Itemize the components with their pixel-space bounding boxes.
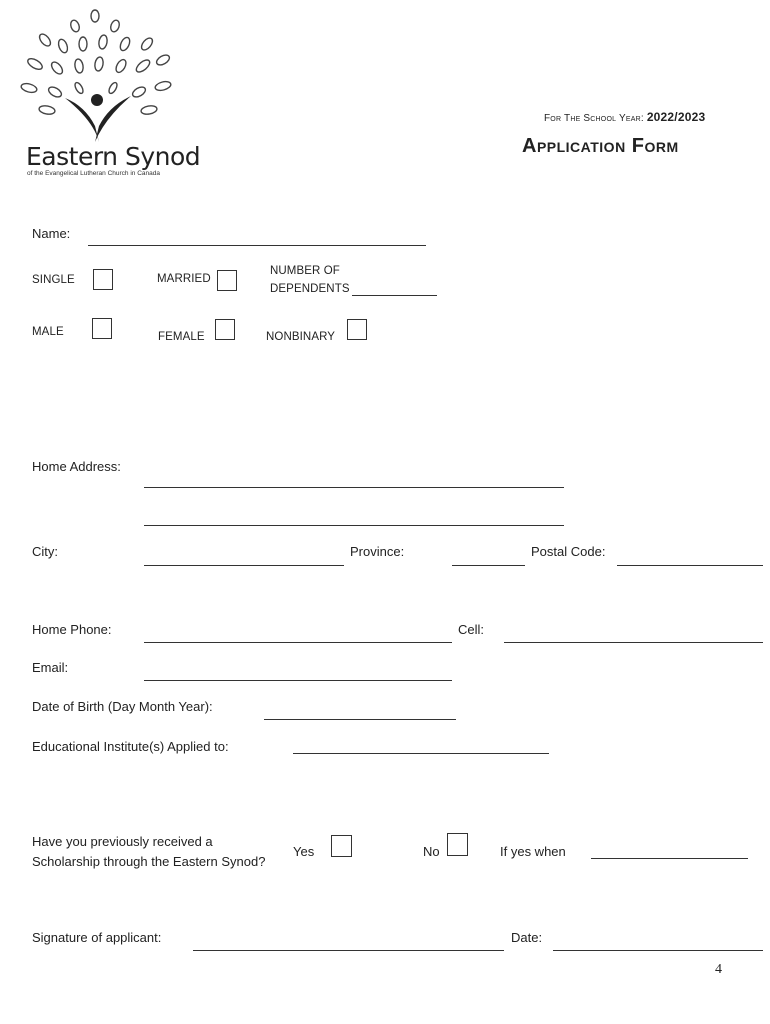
cell-field[interactable]	[504, 642, 763, 643]
signature-field[interactable]	[193, 950, 504, 951]
cell-label: Cell:	[458, 622, 485, 637]
school-year-label: For The School Year:	[544, 113, 644, 124]
scholarship-question-line2: Scholarship through the Eastern Synod?	[32, 854, 266, 869]
dependents-label-line1: NUMBER OF	[270, 265, 340, 277]
home-address-field-1[interactable]	[144, 487, 564, 488]
school-year-value: 2022/2023	[646, 110, 706, 124]
institutes-field[interactable]	[293, 753, 549, 754]
no-checkbox[interactable]	[447, 833, 468, 856]
logo-subtitle: of the Evangelical Lutheran Church in Canada	[27, 170, 160, 177]
yes-label: Yes	[293, 844, 315, 859]
nonbinary-checkbox[interactable]	[347, 319, 367, 340]
scholarship-question-line1: Have you previously received a	[32, 834, 213, 849]
home-phone-label: Home Phone:	[32, 622, 112, 637]
dependents-field[interactable]	[352, 295, 437, 296]
female-checkbox[interactable]	[215, 319, 235, 340]
postal-code-label: Postal Code:	[531, 544, 606, 559]
name-label: Name:	[32, 226, 71, 241]
email-label: Email:	[32, 660, 69, 675]
dob-label: Date of Birth (Day Month Year):	[32, 699, 213, 714]
home-address-label: Home Address:	[32, 459, 121, 474]
if-yes-when-label: If yes when	[500, 844, 566, 859]
province-label: Province:	[350, 544, 405, 559]
home-address-field-2[interactable]	[144, 525, 564, 526]
form-title: Application Form	[522, 135, 679, 157]
nonbinary-label: NONBINARY	[266, 331, 336, 343]
tree-logo-icon	[15, 8, 175, 156]
province-field[interactable]	[452, 565, 525, 566]
male-checkbox[interactable]	[92, 318, 112, 339]
dob-field[interactable]	[264, 719, 456, 720]
married-label: MARRIED	[157, 273, 211, 285]
single-checkbox[interactable]	[93, 269, 113, 290]
married-checkbox[interactable]	[217, 270, 237, 291]
dependents-label-line2: DEPENDENTS	[270, 283, 350, 295]
yes-checkbox[interactable]	[331, 835, 352, 857]
date-field[interactable]	[553, 950, 763, 951]
name-field[interactable]	[88, 245, 426, 246]
institutes-label: Educational Institute(s) Applied to:	[32, 739, 229, 754]
page-number: 4	[715, 962, 722, 977]
no-label: No	[423, 844, 440, 859]
home-phone-field[interactable]	[144, 642, 452, 643]
single-label: SINGLE	[32, 274, 75, 286]
male-label: MALE	[32, 326, 64, 338]
female-label: FEMALE	[158, 331, 205, 343]
email-field[interactable]	[144, 680, 452, 681]
signature-label: Signature of applicant:	[32, 930, 162, 945]
if-yes-when-field[interactable]	[591, 858, 748, 859]
city-field[interactable]	[144, 565, 344, 566]
date-label: Date:	[511, 930, 543, 945]
city-label: City:	[32, 544, 58, 559]
school-year	[544, 110, 705, 124]
postal-code-field[interactable]	[617, 565, 763, 566]
logo-name: Eastern Synod	[26, 142, 201, 171]
